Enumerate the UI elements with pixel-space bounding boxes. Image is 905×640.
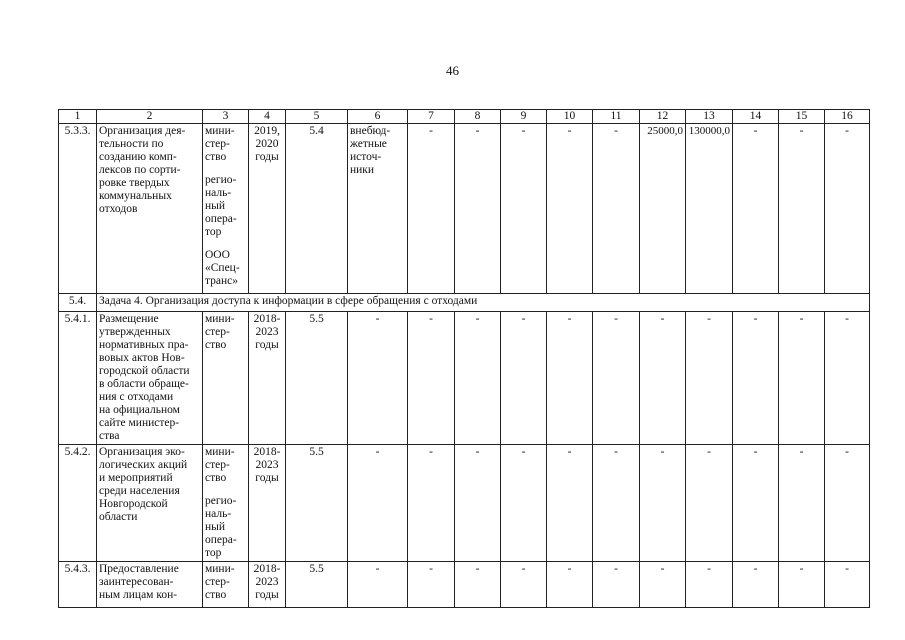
indicator-number: 5.4 [286,124,348,294]
header-cell: 6 [348,110,408,124]
value-cell: - [501,562,547,608]
value-cell: - [348,562,408,608]
row-number: 5.4. [59,294,97,312]
executor-cell [203,562,249,608]
indicator-number: 5.5 [286,312,348,445]
executor: регио- наль- ный опера- тор [205,174,237,238]
value-cell: 25000,0 [640,124,686,294]
task-row [59,294,870,312]
header-cell: 2 [97,110,203,124]
value-cell: - [547,445,593,562]
value-cell: - [779,562,825,608]
value-cell: - [686,445,733,562]
header-cell: 14 [733,110,779,124]
executor: мини- стер- ство [205,125,235,163]
value-cell: - [501,124,547,294]
row-number: 5.4.1. [59,312,97,445]
value-cell: - [348,445,408,562]
header-cell: 16 [825,110,870,124]
value-cell: - [733,562,779,608]
table-row [59,562,870,608]
value-cell: - [640,312,686,445]
header-cell: 12 [640,110,686,124]
value-cell: - [640,445,686,562]
value-cell: - [825,562,870,608]
value-cell: - [733,124,779,294]
value-cell: - [593,312,640,445]
header-cell: 10 [547,110,593,124]
executor: мини- стер- ство [205,313,235,351]
executor: мини- стер- ство [205,446,235,484]
value-cell: - [408,562,455,608]
executor-cell [203,124,249,294]
table-row [59,124,870,294]
value-cell: - [455,124,501,294]
row-number: 5.3.3. [59,124,97,294]
row-number: 5.4.3. [59,562,97,608]
term: 2018- 2023 годы [249,312,286,445]
value-cell: - [408,445,455,562]
funding-source: внебюд- жетные источ- ники [348,124,408,294]
value-cell: - [501,312,547,445]
value-cell: - [733,312,779,445]
executor: ООО «Спец- транс» [205,249,240,287]
table-row [59,445,870,562]
value-cell: - [455,312,501,445]
header-cell: 15 [779,110,825,124]
event-name: Организация эко- логических акций и мероприятий среди населения Новгородской области [97,445,203,562]
executor-cell [203,445,249,562]
header-cell: 4 [249,110,286,124]
value-cell: - [640,562,686,608]
value-cell: - [593,445,640,562]
value-cell: - [733,445,779,562]
header-cell: 7 [408,110,455,124]
header-cell: 5 [286,110,348,124]
row-number: 5.4.2. [59,445,97,562]
event-name: Предоставление заинтересован- ным лицам кон- [97,562,203,608]
task-title: Задача 4. Организация доступа к информации в сфере обращения с отходами [97,294,870,312]
value-cell: - [779,124,825,294]
header-cell: 8 [455,110,501,124]
executor: регио- наль- ный опера- тор [205,495,237,559]
value-cell: - [547,124,593,294]
table-row [59,312,870,445]
header-cell: 1 [59,110,97,124]
value-cell: - [825,445,870,562]
value-cell: - [825,124,870,294]
term: 2018- 2023 годы [249,562,286,608]
term: 2018- 2023 годы [249,445,286,562]
event-name: Организация дея- тельности по созданию комп- лексов по сорти- ровке твердых коммунальных отходов [97,124,203,294]
header-cell: 9 [501,110,547,124]
value-cell: - [686,562,733,608]
page-number: 46 [446,63,459,78]
value-cell: - [547,562,593,608]
header-cell: 11 [593,110,640,124]
value-cell: - [348,312,408,445]
event-name: Размещение утвержденных нормативных пра- вовых актов Нов- городской области в области обраще- ния с отходами на официальном сайте министер- ства [97,312,203,445]
value-cell: - [593,562,640,608]
value-cell: - [501,445,547,562]
value-cell: - [455,445,501,562]
executor: мини- стер- ство [205,563,235,601]
value-cell: - [547,312,593,445]
indicator-number: 5.5 [286,445,348,562]
header-row [59,110,870,124]
value-cell: - [779,445,825,562]
value-cell: - [593,124,640,294]
executor-cell [203,312,249,445]
term: 2019, 2020 годы [249,124,286,294]
value-cell: - [408,312,455,445]
value-cell: 130000,0 [686,124,733,294]
value-cell: - [408,124,455,294]
value-cell: - [686,312,733,445]
header-cell: 3 [203,110,249,124]
value-cell: - [455,562,501,608]
indicator-number: 5.5 [286,562,348,608]
value-cell: - [825,312,870,445]
value-cell: - [779,312,825,445]
header-cell: 13 [686,110,733,124]
activities-table [58,109,870,608]
